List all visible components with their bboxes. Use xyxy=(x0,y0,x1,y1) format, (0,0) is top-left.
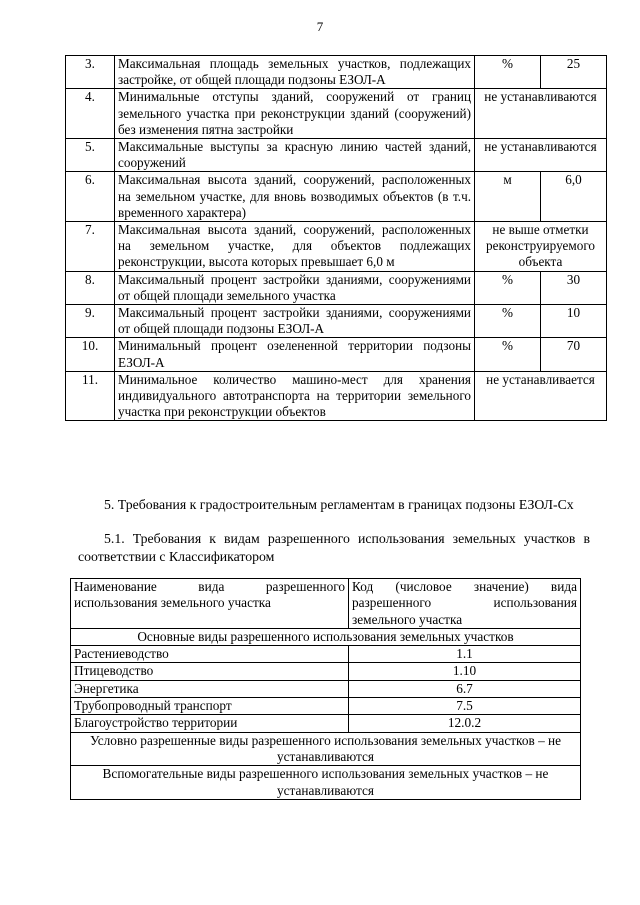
parameter-description: Минимальный процент озелененной территории подзоны ЕЗОЛ-А xyxy=(115,338,475,371)
parameter-value: 6,0 xyxy=(541,172,607,222)
parameter-row xyxy=(66,338,607,371)
use-row xyxy=(71,663,581,680)
header-use-name: Наименование вида разрешенного использования земельного участка xyxy=(71,579,349,629)
page-number: 7 xyxy=(316,19,324,34)
use-row xyxy=(71,715,581,732)
use-row xyxy=(71,646,581,663)
parameter-value-merged: не выше отметки реконструируемого объекта xyxy=(475,222,607,272)
permitted-uses-table xyxy=(70,578,581,800)
parameter-value: 10 xyxy=(541,305,607,338)
parameters-table xyxy=(65,55,607,421)
auxiliary-uses-row xyxy=(71,766,581,800)
use-code: 12.0.2 xyxy=(349,715,581,732)
parameter-value: 70 xyxy=(541,338,607,371)
row-number: 3. xyxy=(66,56,115,89)
section-5-heading: 5. Требования к градостроительным регламентам в границах подзоны ЕЗОЛ-Сх xyxy=(104,497,574,512)
use-row xyxy=(71,698,581,715)
row-number: 8. xyxy=(66,271,115,304)
main-uses-title-row xyxy=(71,628,581,645)
parameter-description: Максимальные выступы за красную линию частей зданий, сооружений xyxy=(115,139,475,172)
parameter-unit: % xyxy=(475,305,541,338)
row-number: 4. xyxy=(66,89,115,139)
use-code: 6.7 xyxy=(349,680,581,697)
parameter-row xyxy=(66,271,607,304)
parameter-row xyxy=(66,305,607,338)
use-row xyxy=(71,680,581,697)
use-name: Благоустройство территории xyxy=(71,715,349,732)
row-number: 6. xyxy=(66,172,115,222)
row-number: 5. xyxy=(66,139,115,172)
use-code: 1.1 xyxy=(349,646,581,663)
use-code: 1.10 xyxy=(349,663,581,680)
section-5-1-heading: 5.1. Требования к видам разрешенного использования земельных участков в соответствии с Классификатором xyxy=(78,531,590,564)
parameter-row xyxy=(66,371,607,421)
parameter-value-merged: не устанавливаются xyxy=(475,139,607,172)
parameter-description: Минимальные отступы зданий, сооружений от границ земельного участка при реконструкции зданий (сооружений) без изменения пятна застройки xyxy=(115,89,475,139)
main-uses-title: Основные виды разрешенного использования земельных участков xyxy=(71,628,581,645)
auxiliary-uses-note: Вспомогательные виды разрешенного использования земельных участков – не устанавливаются xyxy=(71,766,581,800)
parameter-unit: % xyxy=(475,271,541,304)
parameter-unit: % xyxy=(475,338,541,371)
parameter-value-merged: не устанавливается xyxy=(475,371,607,421)
parameter-value-merged: не устанавливаются xyxy=(475,89,607,139)
parameter-row xyxy=(66,172,607,222)
row-number: 10. xyxy=(66,338,115,371)
parameter-unit: % xyxy=(475,56,541,89)
parameter-unit: м xyxy=(475,172,541,222)
row-number: 9. xyxy=(66,305,115,338)
conditional-uses-note: Условно разрешенные виды разрешенного использования земельных участков – не устанавливаются xyxy=(71,732,581,766)
parameter-row xyxy=(66,139,607,172)
parameter-row xyxy=(66,89,607,139)
parameter-row xyxy=(66,222,607,272)
use-code: 7.5 xyxy=(349,698,581,715)
row-number: 7. xyxy=(66,222,115,272)
conditional-uses-row xyxy=(71,732,581,766)
uses-header-row xyxy=(71,579,581,629)
header-use-code: Код (числовое значение) вида разрешенного использования земельного участка xyxy=(349,579,581,629)
use-name: Трубопроводный транспорт xyxy=(71,698,349,715)
use-name: Энергетика xyxy=(71,680,349,697)
parameter-value: 30 xyxy=(541,271,607,304)
parameter-description: Максимальный процент застройки зданиями, сооружениями от общей площади подзоны ЕЗОЛ-А xyxy=(115,305,475,338)
parameter-value: 25 xyxy=(541,56,607,89)
use-name: Растениеводство xyxy=(71,646,349,663)
parameter-description: Максимальная площадь земельных участков, подлежащих застройке, от общей площади подзоны ЕЗОЛ-А xyxy=(115,56,475,89)
row-number: 11. xyxy=(66,371,115,421)
parameter-description: Максимальная высота зданий, сооружений, расположенных на земельном участке, для объектов подлежащих реконструкции, высота которых превышает 6,0 м xyxy=(115,222,475,272)
parameter-description: Минимальное количество машино-мест для хранения индивидуального автотранспорта на территории земельного участка при реконструкции объектов xyxy=(115,371,475,421)
parameter-row xyxy=(66,56,607,89)
use-name: Птицеводство xyxy=(71,663,349,680)
parameter-description: Максимальная высота зданий, сооружений, расположенных на земельном участке, для вновь возводимых объектов (в т.ч. временного характера) xyxy=(115,172,475,222)
parameter-description: Максимальный процент застройки зданиями, сооружениями от общей площади земельного участка xyxy=(115,271,475,304)
